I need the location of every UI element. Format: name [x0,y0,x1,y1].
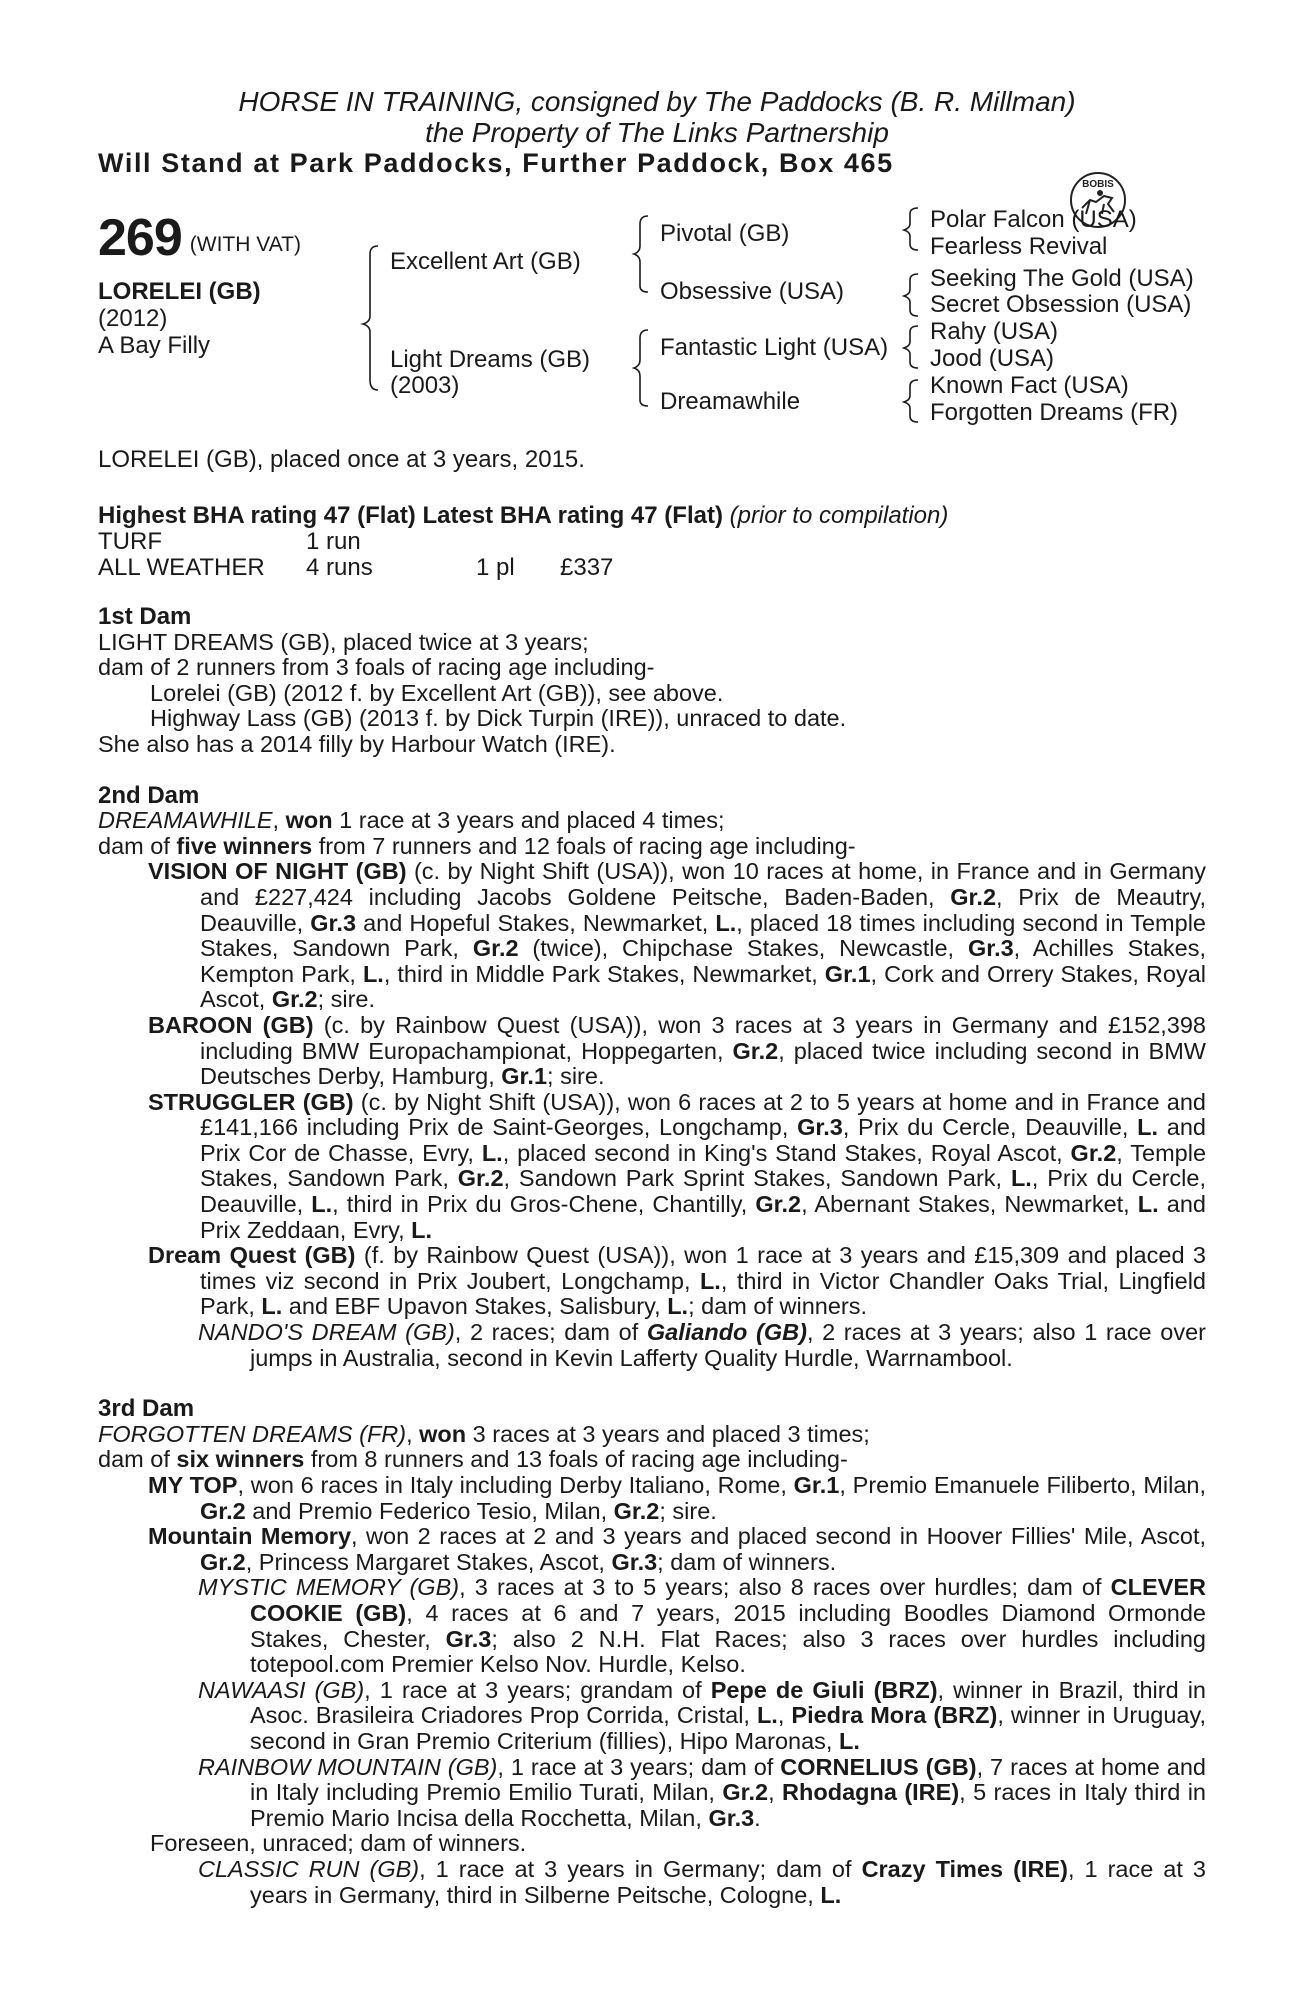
t: and Hopeful Stakes, Newmarket, [356,909,716,936]
t: ; dam of winners. [657,1548,837,1575]
t: , Princess Margaret Stakes, Ascot, [245,1548,612,1575]
grade: L. [411,1216,433,1243]
logo-text: BOBIS [1082,179,1114,190]
first-dam-produce: Lorelei (GB) (2012 f. by Excellent Art (GB)), see above. [150,679,724,706]
grade: L. [820,1881,842,1908]
pedigree-gg-8: Forgotten Dreams (FR) [930,399,1179,426]
pedigree-gg-4: Secret Obsession (USA) [930,291,1192,318]
horse-name: NAWAASI (GB) [198,1676,365,1703]
produce-entry [98,859,1206,1013]
grade: Gr.3 [310,909,357,936]
t: , winner in Brazil, third in Asoc. Brasileira Criadores Prop Corrida, Cristal, [250,1676,1206,1729]
t: , Sandown Park Sprint Stakes, Sandown Park, [503,1165,1011,1192]
grade: Gr.2 [271,986,318,1013]
dam-of-rest: from 8 runners and 13 foals of racing age including- [304,1446,848,1473]
property-line: the Property of The Links Partnership [425,117,889,148]
dam-of-rest: from 7 runners and 12 foals of racing age including- [312,832,856,859]
winners-count: five winners [176,832,313,859]
t: , 2 races; dam of [454,1319,647,1346]
produce-entry [98,1473,1206,1524]
t: , third in Victor Chandler Oaks Trial, Lingfield Park, [200,1267,1206,1320]
first-dam-heading: 1st Dam [98,603,192,630]
t: , Prix de Meautry, Deauville, [200,883,1206,936]
horse-name: STRUGGLER (GB) [148,1088,354,1115]
t: , 7 races at home and in Italy including Premio Emilio Turati, Milan, [250,1753,1206,1806]
horse-name: BAROON (GB) [148,1011,314,1038]
t: and EBF Upavon Stakes, Salisbury, [282,1293,668,1320]
second-dam-heading: 2nd Dam [98,781,200,809]
t: , Prix du Cercle, Deauville, [200,1165,1206,1218]
t: , third in Middle Park Stakes, Newmarket, [383,960,825,987]
grade: Gr.2 [200,1497,246,1524]
grade: Gr.2 [200,1548,246,1575]
pedigree-gg-5: Rahy (USA) [930,318,1059,345]
produce-entry [98,1320,1206,1371]
t: , 3 races at 3 to 5 years; also 8 races over hurdles; dam of [459,1574,1111,1601]
horse-name: Rhodagna (IRE) [782,1779,960,1806]
t: ; sire. [317,986,376,1013]
grade: Gr.2 [613,1497,660,1524]
grade: Gr.2 [457,1165,504,1192]
t: , winner in Uruguay, second in Gran Premio Criterium (fillies), Hipo Maronas, [250,1702,1207,1754]
grade: L. [362,960,384,987]
grade: L. [756,1702,778,1729]
t: ; also 2 N.H. Flat Races; also 3 races over hurdles including totepool.com Premier Kelso Nov. Hurdle, Kelso. [250,1625,1206,1678]
dam-of-pre: dam of [98,1446,177,1473]
produce-entry [98,1243,1206,1320]
pedigree-sire-dam: Obsessive (USA) [660,278,845,305]
t: , Achilles Stakes, Kempton Park, [200,935,1206,987]
horse-name: Crazy Times (IRE) [861,1855,1068,1882]
t: , 1 race at 3 years; dam of [497,1753,781,1780]
t: , Prix du Cercle, Deauville, [842,1114,1138,1141]
t: , Premio Emanuele Filiberto, Milan, [839,1472,1207,1498]
t: , [768,1779,783,1806]
second-dam-dam-of [98,834,1206,860]
won-label: won [419,1420,467,1447]
produce-entry [98,1755,1206,1832]
lot-number: 269 [98,209,182,267]
second-dam-intro: DREAMAWHILE, won 1 race at 3 years and placed 4 times; [98,807,725,834]
rating-bold: Highest BHA rating 47 (Flat) Latest BHA rating 47 (Flat) [98,502,723,529]
t: , 1 race at 3 years in Germany; dam of [419,1855,862,1882]
surface: ALL WEATHER [98,554,265,581]
grade: L. [481,1139,503,1166]
t: (f. by Rainbow Quest (USA)), won 1 race at 3 years and £15,309 and placed 3 times viz second in Prix Joubert, Longchamp, [200,1242,1206,1294]
horse-name: CLASSIC RUN (GB) [198,1855,420,1882]
horse-name: MYSTIC MEMORY (GB) [198,1574,460,1601]
consignor-line: HORSE IN TRAINING, consigned by The Paddocks (B. R. Millman) [238,86,1076,117]
horse-name: CLEVER COOKIE (GB) [250,1574,1206,1626]
pedigree-gg-1: Polar Falcon (USA) [930,206,1137,233]
t: ; sire. [547,1063,605,1090]
horse-name: VISION OF NIGHT (GB) [148,858,407,885]
surface: TURF [98,528,162,555]
summary-line: LORELEI (GB), placed once at 3 years, 2015. [98,446,585,473]
t: , placed twice including second in BMW Deutsches Derby, Hamburg, [200,1037,1206,1090]
grade: L. [839,1727,860,1754]
produce-entry: Foreseen, unraced; dam of winners. [150,1830,527,1857]
produce-entry [98,1857,1206,1908]
horse-name: Mountain Memory [148,1523,352,1550]
pedigree-gg-3: Seeking The Gold (USA) [930,265,1194,292]
produce-entry [98,1013,1206,1090]
grade: L. [715,909,737,936]
horse-name: Pepe de Giuli (BRZ) [710,1676,938,1703]
t: (c. by Rainbow Quest (USA)), won 3 races at 3 years in Germany and £152,398 including BMW Europachampionat, Hoppegarten, [200,1011,1206,1064]
grade: Gr.3 [797,1114,843,1141]
runs: 4 runs [306,554,373,581]
t: , won 2 races at 2 and 3 years and placed second in Hoover Fillies' Mile, Ascot, [351,1523,1207,1550]
t: ; sire. [659,1497,717,1524]
pedigree-dam-sire: Fantastic Light (USA) [660,334,889,361]
grade: Gr.2 [722,1779,769,1806]
grade: Gr.2 [755,1191,802,1218]
pedigree-notes [98,604,1206,1908]
dam-name: FORGOTTEN DREAMS (FR) [98,1420,407,1447]
prize: £337 [560,554,614,581]
horse-name: Piedra Mora (BRZ) [791,1702,998,1729]
pedigree-gg-6: Jood (USA) [930,345,1055,372]
pedigree-sire: Excellent Art (GB) [390,248,581,275]
t: (c. by Night Shift (USA)), won 10 races at home, in France and in Germany and £227,424 including Jacobs Goldene Peitsche, Baden-Baden, [200,858,1206,910]
pedigree-gg-7: Known Fact (USA) [930,372,1129,399]
t: , placed 18 times including second in Temple Stakes, Sandown Park, [200,909,1206,962]
grade: Gr.3 [708,1804,755,1831]
rating-note: (prior to compilation) [729,502,949,529]
grade: Gr.1 [793,1472,840,1498]
t: , [777,1702,792,1729]
won-label: won [285,807,333,834]
produce-entry [98,1575,1206,1677]
runs: 1 run [306,528,361,555]
t: , 1 race at 3 years; grandam of [364,1676,711,1703]
t: and Prix Zeddaan, Evry, [200,1191,1206,1243]
t: . [754,1804,761,1831]
vat-label: (WITH VAT) [189,233,301,256]
horse-name: Dream Quest (GB) [148,1242,356,1269]
grade: Gr.3 [611,1548,658,1575]
grade: Gr.2 [950,883,997,910]
third-dam-intro: FORGOTTEN DREAMS (FR), won 3 races at 3 years and placed 3 times; [98,1420,870,1447]
pedigree-dam-dam: Dreamawhile [660,388,801,415]
horse-name: CORNELIUS (GB) [780,1753,977,1780]
grade: L. [261,1293,283,1320]
dam-of-pre: dam of [98,832,177,859]
pedigree-dam: Light Dreams (GB) [390,346,591,373]
grade: Gr.2 [472,935,519,962]
t: (c. by Night Shift (USA)), won 6 races at 2 to 5 years at home and in France and £141,166 including Prix de Saint-Georges, Longchamp, [200,1088,1206,1141]
grade: L. [311,1191,333,1218]
t: ; dam of winners. [688,1293,868,1320]
horse-name: Galiando (GB) [646,1319,807,1346]
grade: Gr.3 [445,1625,492,1652]
horse-year: (2012) [98,305,168,332]
rating-line [98,502,948,529]
produce-entry [98,1090,1206,1244]
grade: Gr.2 [732,1037,779,1064]
horse-name: RAINBOW MOUNTAIN (GB) [198,1753,498,1780]
t: and Premio Federico Tesio, Milan, [245,1497,614,1524]
first-dam-line: dam of 2 runners from 3 foals of racing age including- [98,654,655,681]
first-dam-line: She also has a 2014 filly by Harbour Watch (IRE). [98,730,616,757]
t: , Abernant Stakes, Newmarket, [801,1191,1138,1218]
t: , 4 races at 6 and 7 years, 2015 including Boodles Diamond Ormonde Stakes, Chester, [250,1599,1206,1652]
grade: L. [699,1267,721,1294]
dam-name: DREAMAWHILE [98,807,273,834]
horse-description: A Bay Filly [98,332,211,359]
pedigree-dam-year: (2003) [390,372,460,399]
first-dam-produce: Highway Lass (GB) (2013 f. by Dick Turpin (IRE)), unraced to date. [150,705,847,732]
grade: Gr.1 [824,960,871,987]
intro-rest: 3 races at 3 years and placed 3 times; [466,1420,870,1447]
pedigree-gg-2: Fearless Revival [930,233,1108,260]
pedigree-sire-sire: Pivotal (GB) [660,220,790,247]
first-dam-line: LIGHT DREAMS (GB), placed twice at 3 years; [98,628,589,655]
grade: L. [1137,1191,1159,1218]
placed: 1 pl [476,554,515,581]
intro-rest: 1 race at 3 years and placed 4 times; [332,807,725,834]
grade: Gr.3 [967,935,1014,962]
grade: Gr.1 [501,1063,548,1090]
grade: Gr.2 [1070,1139,1117,1166]
t: , won 6 races in Italy including Derby Italiano, Rome, [237,1472,794,1498]
horse-name: MY TOP [148,1472,238,1498]
t: , 1 race at 3 years in Germany, third in Silberne Peitsche, Cologne, [250,1855,1207,1908]
t: (twice), Chipchase Stakes, Newcastle, [518,935,968,962]
location-title: Will Stand at Park Paddocks, Further Paddock, Box 465 [98,148,894,178]
horse-name: LORELEI (GB) [98,278,261,305]
rating-row-allweather [98,554,613,581]
grade: L. [1137,1114,1159,1141]
third-dam-heading: 3rd Dam [98,1395,195,1423]
t: , placed second in King's Stand Stakes, Royal Ascot, [502,1139,1071,1166]
t: and Prix Cor de Chasse, Evry, [200,1114,1206,1166]
t: , 2 races at 3 years; also 1 race over jumps in Australia, second in Kevin Lafferty Quality Hurdle, Warrnambool. [250,1319,1206,1371]
t: , Cork and Orrery Stakes, Royal Ascot, [200,960,1207,1013]
winners-count: six winners [176,1446,305,1473]
rating-row-turf [98,528,456,555]
grade: L. [667,1293,689,1320]
produce-entry [98,1678,1206,1755]
horse-name: NANDO'S DREAM (GB) [198,1319,455,1346]
produce-entry [98,1524,1206,1575]
third-dam-dam-of [98,1447,1206,1473]
grade: L. [1010,1165,1032,1192]
t: , third in Prix du Gros-Chene, Chantilly, [332,1191,756,1218]
t: , 5 races in Italy third in Premio Mario Incisa della Rocchetta, Milan, [250,1779,1206,1831]
t: , Temple Stakes, Sandown Park, [200,1139,1207,1192]
